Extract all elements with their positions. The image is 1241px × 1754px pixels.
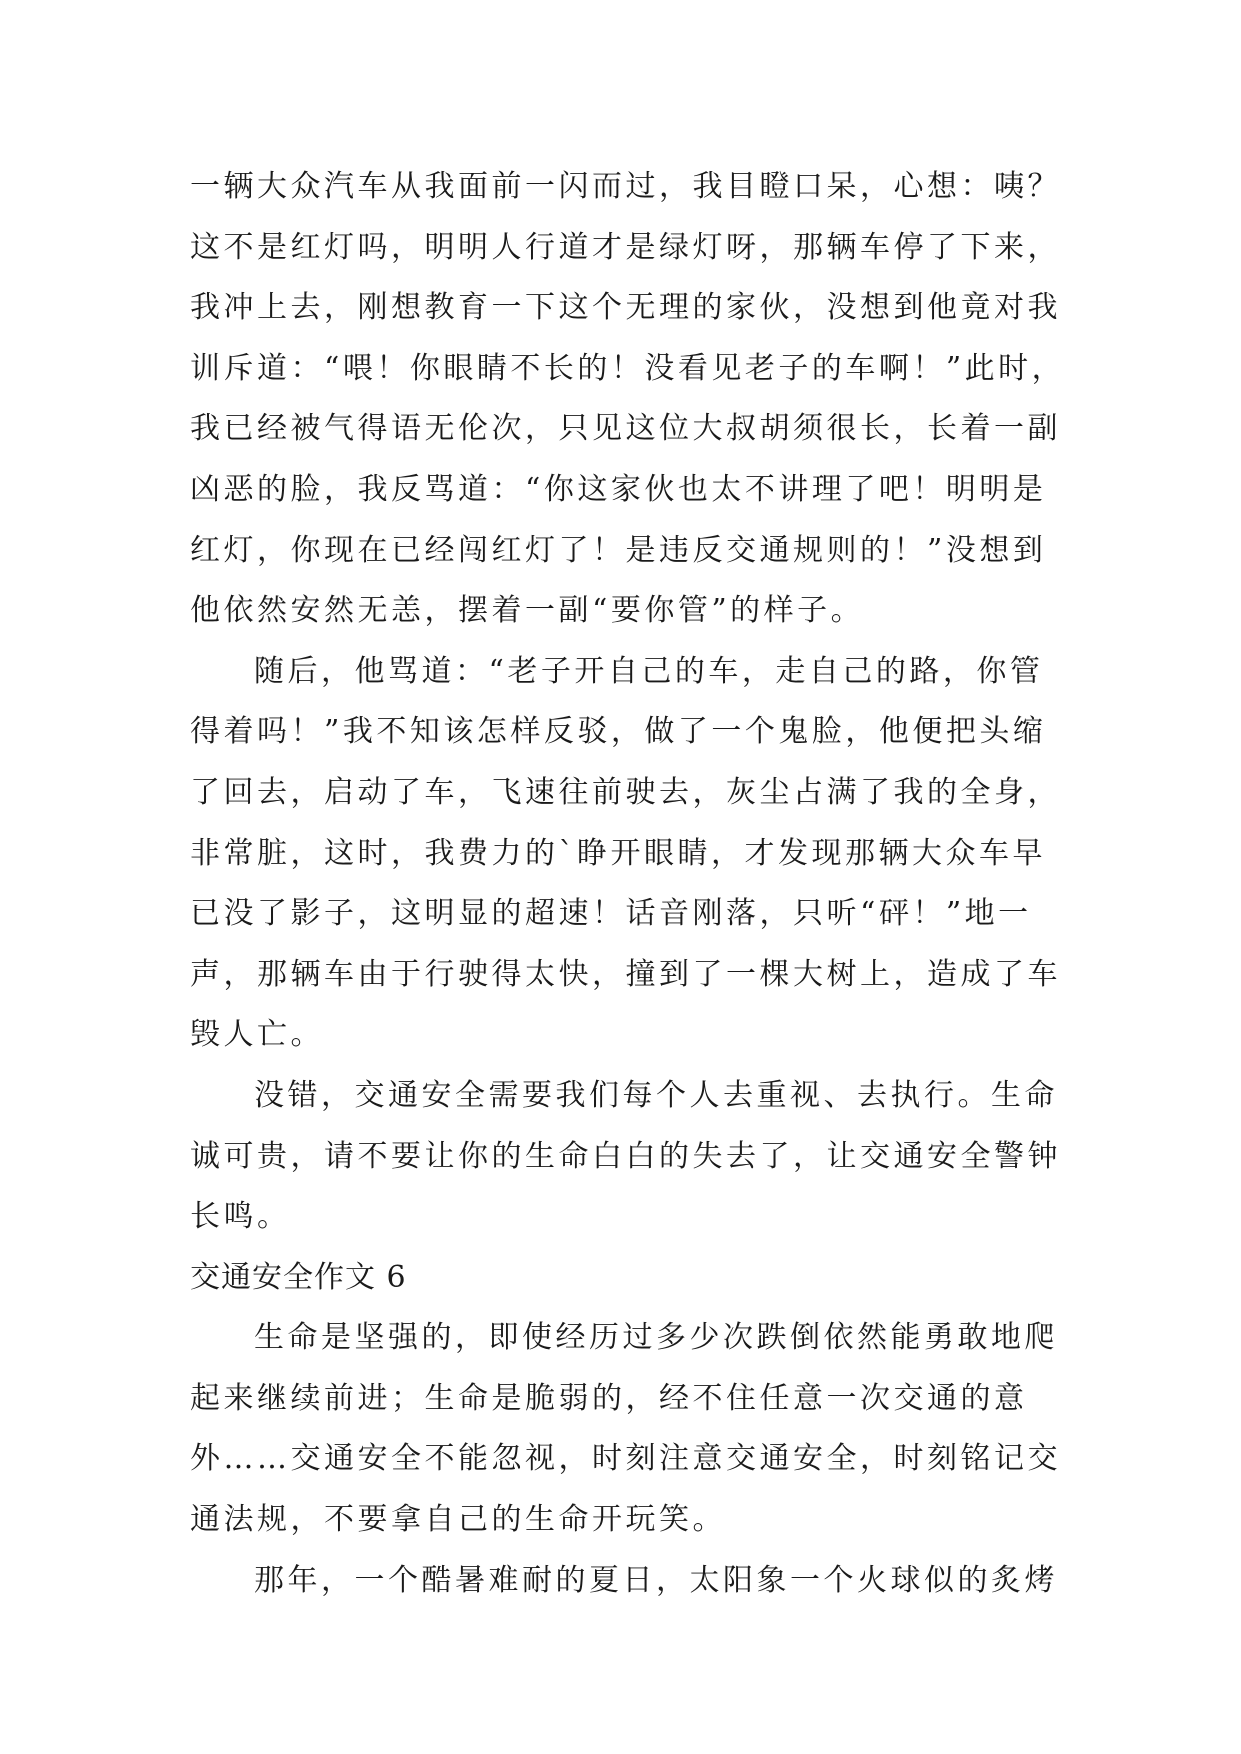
document-body — [190, 157, 1066, 1611]
text-line: 一辆大众汽车从我面前一闪而过，我目瞪口呆，心想：咦？ — [190, 169, 1061, 204]
text-line: 凶恶的脸，我反骂道：“你这家伙也太不讲理了吧！明明是 — [190, 471, 1047, 507]
text-line: 已没了影子，这明显的超速！话音刚落，只听“砰！”地一 — [190, 896, 1032, 932]
text-line: 外……交通安全不能忽视，时刻注意交通安全，时刻铭记交 — [190, 1441, 1061, 1477]
text-line: 得着吗！”我不知该怎样反驳，做了一个鬼脸，他便把头缩 — [190, 714, 1047, 750]
section-heading: 交通安全作文 6 — [190, 1259, 407, 1295]
text-line: 训斥道：“喂！你眼睛不长的！没看见老子的车啊！”此时， — [190, 350, 1066, 386]
paragraph-first-line: 生命是坚强的，即使经历过多少次跌倒依然能勇敢地爬 — [254, 1320, 1058, 1356]
text-line: 红灯，你现在已经闯红灯了！是违反交通规则的！”没想到 — [190, 532, 1047, 568]
paragraph-first-line: 没错，交通安全需要我们每个人去重视、去执行。生命 — [254, 1077, 1058, 1113]
text-line: 通法规，不要拿自己的生命开玩笑。 — [190, 1502, 726, 1538]
text-line: 我冲上去，刚想教育一下这个无理的家伙，没想到他竟对我 — [190, 290, 1061, 326]
paragraph-first-line: 随后，他骂道：“老子开自己的车，走自己的路，你管 — [254, 653, 1044, 689]
text-line: 他依然安然无恙，摆着一副“要你管”的样子。 — [190, 593, 865, 629]
text-line: 长鸣。 — [190, 1199, 291, 1235]
text-line: 毁人亡。 — [190, 1017, 324, 1053]
text-line: 声，那辆车由于行驶得太快，撞到了一棵大树上，造成了车 — [190, 956, 1061, 992]
text-line: 我已经被气得语无伦次，只见这位大叔胡须很长，长着一副 — [190, 411, 1061, 447]
text-line: 诚可贵，请不要让你的生命白白的失去了，让交通安全警钟 — [190, 1138, 1061, 1174]
text-line: 非常脏，这时，我费力的`睁开眼睛，才发现那辆大众车早 — [190, 835, 1046, 871]
paragraph-first-line: 那年，一个酷暑难耐的夏日，太阳象一个火球似的炙烤 — [254, 1562, 1058, 1598]
text-line: 起来继续前进；生命是脆弱的，经不住任意一次交通的意 — [190, 1380, 1028, 1416]
text-line: 这不是红灯吗，明明人行道才是绿灯呀，那辆车停了下来， — [190, 229, 1061, 265]
text-line: 了回去，启动了车，飞速往前驶去，灰尘占满了我的全身， — [190, 774, 1061, 810]
